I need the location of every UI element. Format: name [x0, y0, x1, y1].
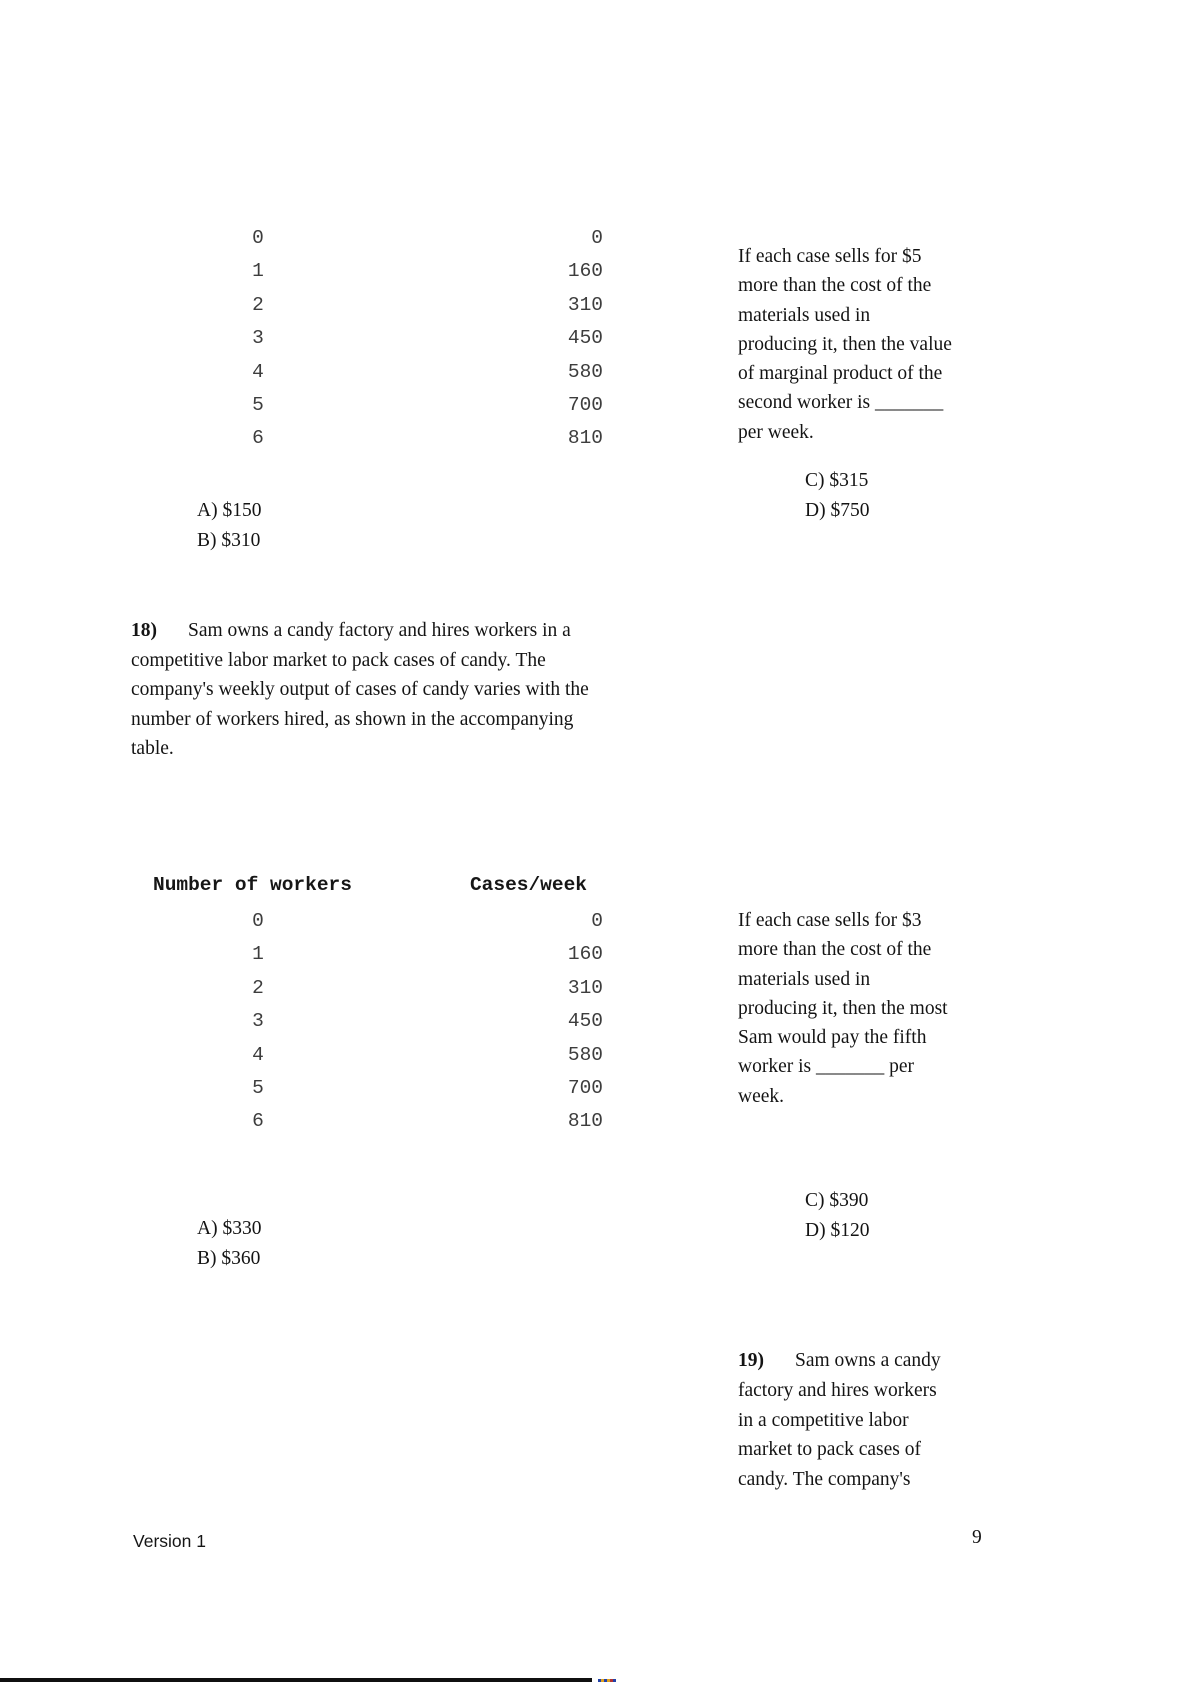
workers-cell: 4	[252, 1043, 264, 1066]
question-number: 19)	[738, 1350, 764, 1371]
option-b: B) $310	[197, 529, 261, 551]
prompt-line: more than the cost of the	[738, 275, 932, 297]
cases-cell: 160	[567, 260, 603, 283]
stem-line: competitive labor market to pack cases of candy. The	[131, 649, 546, 671]
q18-options-left	[197, 1214, 261, 1273]
cases-cell: 0	[591, 227, 603, 249]
q18-table-header	[153, 869, 603, 902]
option-a: A) $150	[197, 500, 262, 521]
cases-cell: 310	[567, 976, 603, 999]
q18-stem	[131, 616, 589, 764]
prompt-line: second worker is _______	[738, 392, 944, 414]
workers-cell: 3	[252, 1010, 264, 1033]
workers-cell: 1	[252, 260, 264, 283]
q17-options-right	[805, 466, 869, 525]
workers-cell: 0	[252, 227, 264, 249]
prompt-line: materials used in	[738, 968, 871, 990]
workers-cell: 3	[252, 327, 264, 350]
cases-cell: 160	[567, 943, 603, 966]
prompt-line: producing it, then the most	[738, 997, 948, 1019]
question-number: 18)	[131, 620, 157, 641]
stem-line	[738, 1346, 941, 1376]
cases-cell: 450	[567, 1010, 603, 1033]
stem-line: number of workers hired, as shown in the accompanying	[131, 708, 574, 730]
prompt-line: If each case sells for $5	[738, 246, 922, 267]
stem-line: market to pack cases of	[738, 1439, 922, 1461]
stem-text: Sam owns a candy factory and hires workers in a	[188, 620, 571, 641]
q19-stem	[738, 1346, 941, 1495]
q17-options-left	[197, 496, 261, 555]
prompt-line: If each case sells for $3	[738, 910, 922, 931]
workers-cell: 2	[252, 293, 264, 316]
cases-header: Cases/week	[469, 874, 587, 896]
workers-cell: 1	[252, 943, 264, 966]
prompt-line: more than the cost of the	[738, 939, 932, 961]
prompt-line: week.	[738, 1085, 785, 1107]
footer-page-number: 9	[972, 1527, 982, 1548]
prompt-line: per week.	[738, 421, 814, 443]
workers-cell: 6	[252, 427, 264, 450]
option-d: D) $750	[805, 499, 870, 521]
prompt-line: materials used in	[738, 304, 871, 326]
cases-cell: 810	[567, 427, 603, 450]
option-c: C) $390	[805, 1190, 869, 1211]
stem-text: Sam owns a candy	[795, 1350, 941, 1371]
bottom-horizontal-rule	[0, 1678, 592, 1682]
q18-prompt	[738, 906, 948, 1111]
option-a: A) $330	[197, 1218, 262, 1239]
cases-cell: 810	[567, 1110, 603, 1133]
workers-cell: 2	[252, 976, 264, 999]
workers-cell: 5	[252, 1076, 264, 1099]
cases-cell: 310	[567, 293, 603, 316]
stem-line: factory and hires workers	[738, 1379, 937, 1401]
stem-line	[131, 616, 589, 646]
option-b: B) $360	[197, 1247, 261, 1269]
cases-cell: 0	[591, 910, 603, 932]
cases-cell: 700	[567, 1076, 603, 1099]
workers-cell: 4	[252, 360, 264, 383]
prompt-line: Sam would pay the fifth	[738, 1027, 927, 1049]
workers-cell: 0	[252, 910, 264, 932]
q18-output-table	[153, 905, 603, 1139]
prompt-line: worker is _______ per	[738, 1056, 915, 1078]
cases-cell: 580	[567, 1043, 603, 1066]
bottom-color-strip	[598, 1679, 616, 1682]
q17-prompt	[738, 242, 952, 447]
prompt-line: producing it, then the value	[738, 333, 952, 355]
stem-line: company's weekly output of cases of candy varies with the	[131, 679, 589, 700]
footer-version-label: Version 1	[133, 1531, 206, 1551]
q18-options-right	[805, 1186, 869, 1245]
prompt-line: of marginal product of the	[738, 363, 943, 385]
workers-cell: 6	[252, 1110, 264, 1133]
cases-cell: 700	[567, 393, 603, 416]
q17-output-table	[153, 222, 603, 456]
workers-header: Number of workers	[153, 874, 352, 896]
cases-cell: 450	[567, 327, 603, 350]
stem-line: in a competitive labor	[738, 1409, 909, 1431]
cases-cell: 580	[567, 360, 603, 383]
stem-line: table.	[131, 738, 174, 759]
workers-cell: 5	[252, 393, 264, 416]
option-d: D) $120	[805, 1219, 870, 1241]
stem-line: candy. The company's	[738, 1469, 911, 1491]
option-c: C) $315	[805, 470, 869, 491]
